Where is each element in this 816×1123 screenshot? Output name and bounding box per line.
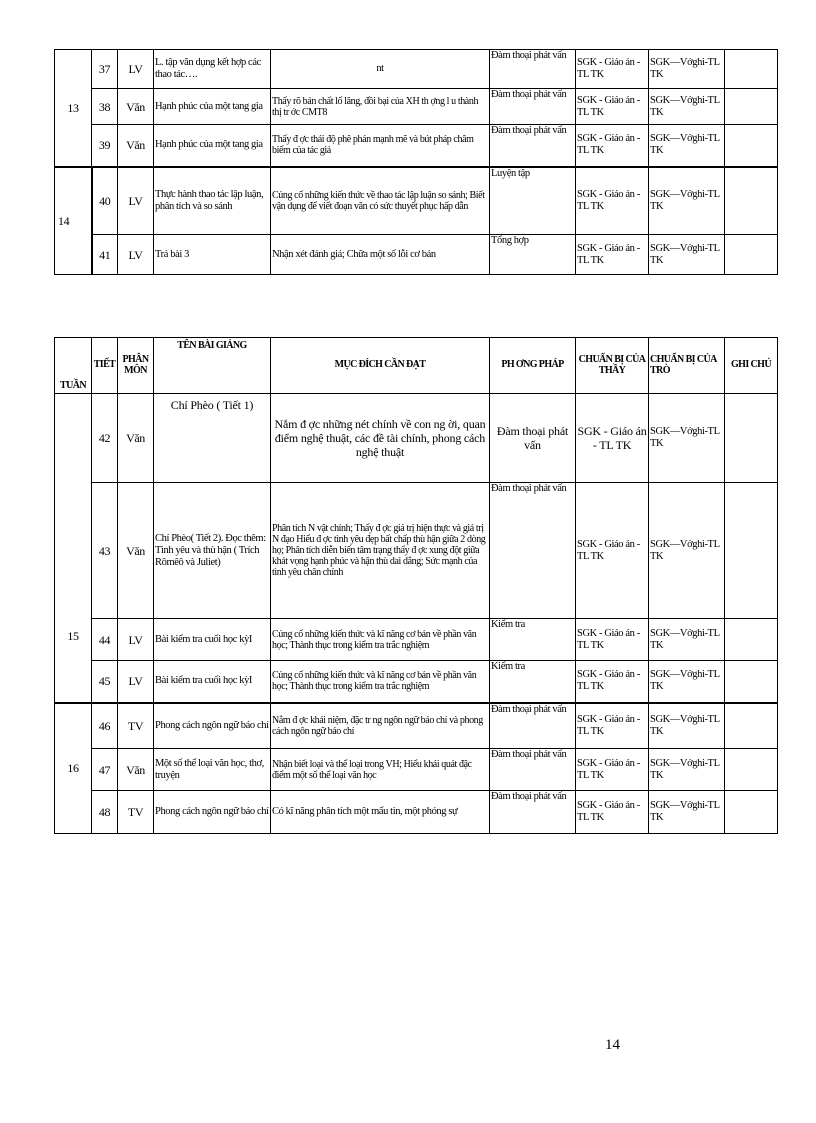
teacher-prep-cell: SGK - Giáo án -TL TK xyxy=(576,791,649,834)
student-prep-cell: SGK—Vởghi-TL TK xyxy=(649,167,725,235)
teacher-prep-cell: SGK - Giáo án -TL TK xyxy=(576,619,649,661)
purpose-cell: nt xyxy=(271,50,490,89)
period-cell: 42 xyxy=(92,394,118,483)
method-cell: Luyện tập xyxy=(490,167,576,235)
subject-cell: Văn xyxy=(118,749,154,791)
purpose-cell: Có kĩ năng phân tích một mẩu tin, một phóng sự xyxy=(271,791,490,834)
lesson-cell: Một số thể loại văn học, thơ, truyện xyxy=(154,749,271,791)
note-cell xyxy=(725,483,778,619)
week-cell: 16 xyxy=(55,703,92,834)
period-cell: 38 xyxy=(92,89,118,125)
student-prep-cell: SGK—Vởghi-TL TK xyxy=(649,791,725,834)
purpose-cell: Củng cố những kiến thức và kĩ năng cơ bản về phần văn học; Thành thục trong kiểm tra trắc nghiệm xyxy=(271,661,490,703)
method-cell: Kiểm tra xyxy=(490,619,576,661)
subject-cell: Văn xyxy=(118,394,154,483)
note-cell xyxy=(725,50,778,89)
period-cell: 48 xyxy=(92,791,118,834)
student-prep-cell: SGK—Vởghi-TL TK xyxy=(649,703,725,749)
method-cell: Đàm thoại phát vấn xyxy=(490,394,576,483)
lesson-cell: Phong cách ngôn ngữ báo chí xyxy=(154,703,271,749)
header-subject: PHÂN MÔN xyxy=(118,338,154,394)
lesson-cell: L. tập văn dụng kết hợp các thao tác…. xyxy=(154,50,271,89)
lesson-cell: Bài kiểm tra cuối học kỳI xyxy=(154,619,271,661)
purpose-cell: Củng cố những kiến thức và kĩ năng cơ bản về phần văn học; Thành thục trong kiểm tra trắc nghiệm xyxy=(271,619,490,661)
teacher-prep-cell: SGK - Giáo án - TL TK xyxy=(576,394,649,483)
purpose-cell: Nhận xét đánh giá; Chữa một số lỗi cơ bản xyxy=(271,235,490,275)
subject-cell: Văn xyxy=(118,89,154,125)
student-prep-cell: SGK—Vởghi-TL TK xyxy=(649,661,725,703)
period-cell: 41 xyxy=(92,235,118,275)
lesson-cell: Bài kiểm tra cuối học kỳI xyxy=(154,661,271,703)
subject-cell: TV xyxy=(118,703,154,749)
lesson-plan-table-continued xyxy=(54,49,778,275)
teacher-prep-cell: SGK - Giáo án -TL TK xyxy=(576,50,649,89)
header-method: PH ƠNG PHÁP xyxy=(490,338,576,394)
teacher-prep-cell: SGK - Giáo án -TL TK xyxy=(576,167,649,235)
student-prep-cell: SGK—Vởghi-TL TK xyxy=(649,619,725,661)
week-cell: 13 xyxy=(55,50,92,167)
teacher-prep-cell: SGK - Giáo án -TL TK xyxy=(576,661,649,703)
purpose-cell: Phân tích N vật chính; Thấy đ ợc giá trị hiện thực và giá trị N đạo Hiểu đ ợc tình yêu đẹp bất chấp thù hận giữa 2 dòng họ; Phân tích diễn biến tâm trạng thấy đ ợc xung đột giữa khát vọng hạnh phúc và hận thù dai dẳng; Sức mạnh của tình yêu chân chính xyxy=(271,483,490,619)
subject-cell: LV xyxy=(118,167,154,235)
period-cell: 46 xyxy=(92,703,118,749)
purpose-cell: Củng cố những kiến thức về thao tác lập luận so sánh; Biết vận dụng để viết đoạn văn có sức thuyết phục hấp dẫn xyxy=(271,167,490,235)
teacher-prep-cell: SGK - Giáo án -TL TK xyxy=(576,749,649,791)
student-prep-cell: SGK—Vởghi-TL TK xyxy=(649,89,725,125)
subject-cell: LV xyxy=(118,619,154,661)
method-cell: Đàm thoại phát vấn xyxy=(490,50,576,89)
period-cell: 45 xyxy=(92,661,118,703)
note-cell xyxy=(725,703,778,749)
purpose-cell: Thấy rõ bản chất lố lăng, đồi bại của XH th ợng l u thành thị tr ớc CMT8 xyxy=(271,89,490,125)
method-cell: Đàm thoại phát vấn xyxy=(490,703,576,749)
note-cell xyxy=(725,394,778,483)
table-header-row xyxy=(55,338,778,394)
lesson-cell: Hạnh phúc của một tang gia xyxy=(154,125,271,167)
method-cell: Đàm thoại phát vấn xyxy=(490,749,576,791)
lesson-plan-table xyxy=(54,337,778,834)
method-cell: Đàm thoại phát vấn xyxy=(490,125,576,167)
header-week: TUẦN xyxy=(55,338,92,394)
period-cell: 43 xyxy=(92,483,118,619)
method-cell: Đàm thoại phát vấn xyxy=(490,483,576,619)
student-prep-cell: SGK—Vởghi-TL TK xyxy=(649,483,725,619)
lesson-cell: Hạnh phúc của một tang gia xyxy=(154,89,271,125)
method-cell: Đàm thoại phát vấn xyxy=(490,791,576,834)
note-cell xyxy=(725,89,778,125)
period-cell: 44 xyxy=(92,619,118,661)
purpose-cell: Nắm đ ợc những nét chính về con ng ời, quan điểm nghệ thuật, các đề tài chính, phong cách nghệ thuật xyxy=(271,394,490,483)
method-cell: Đàm thoại phát vấn xyxy=(490,89,576,125)
subject-cell: Văn xyxy=(118,125,154,167)
header-lesson: TÊN BÀI GIẢNG xyxy=(154,338,271,394)
header-teacher-prep: CHUẨN BỊ CỦA THẦY xyxy=(576,338,649,394)
teacher-prep-cell: SGK - Giáo án -TL TK xyxy=(576,703,649,749)
week-cell: 14 xyxy=(55,167,92,275)
period-cell: 40 xyxy=(92,167,118,235)
lesson-cell: Trả bài 3 xyxy=(154,235,271,275)
note-cell xyxy=(725,661,778,703)
subject-cell: LV xyxy=(118,661,154,703)
header-period: TIẾT xyxy=(92,338,118,394)
lesson-cell: Thực hành thao tác lập luận, phân tích và so sánh xyxy=(154,167,271,235)
teacher-prep-cell: SGK - Giáo án -TL TK xyxy=(576,125,649,167)
student-prep-cell: SGK—Vởghi-TL TK xyxy=(649,125,725,167)
method-cell: Kiểm tra xyxy=(490,661,576,703)
period-cell: 39 xyxy=(92,125,118,167)
period-cell: 47 xyxy=(92,749,118,791)
purpose-cell: Nhận biết loại và thể loại trong VH; Hiểu khái quát đặc điểm một số thể loại văn học xyxy=(271,749,490,791)
student-prep-cell: SGK—Vởghi-TL TK xyxy=(649,50,725,89)
purpose-cell: Thấy đ ợc thái độ phê phán mạnh mẽ và bút pháp châm biếm của tác giả xyxy=(271,125,490,167)
teacher-prep-cell: SGK - Giáo án -TL TK xyxy=(576,89,649,125)
lesson-cell: Chí Phèo( Tiết 2). Đọc thêm: Tình yêu và thù hận ( Trích Rômêô và Juliet) xyxy=(154,483,271,619)
note-cell xyxy=(725,235,778,275)
week-cell: 15 xyxy=(55,394,92,703)
lesson-cell: Chí Phèo ( Tiết 1) xyxy=(154,394,271,483)
note-cell xyxy=(725,749,778,791)
student-prep-cell: SGK—Vởghi-TL TK xyxy=(649,235,725,275)
header-purpose: MỤC ĐÍCH CẦN ĐẠT xyxy=(271,338,490,394)
teacher-prep-cell: SGK - Giáo án -TL TK xyxy=(576,235,649,275)
lesson-cell: Phong cách ngôn ngữ báo chí xyxy=(154,791,271,834)
teacher-prep-cell: SGK - Giáo án -TL TK xyxy=(576,483,649,619)
note-cell xyxy=(725,125,778,167)
page-number: 14 xyxy=(605,1037,620,1053)
student-prep-cell: SGK—Vởghi-TL TK xyxy=(649,749,725,791)
purpose-cell: Nắm đ ợc khái niệm, đặc tr ng ngôn ngữ báo chí và phong cách ngôn ngữ báo chí xyxy=(271,703,490,749)
method-cell: Tổng hợp xyxy=(490,235,576,275)
note-cell xyxy=(725,167,778,235)
subject-cell: TV xyxy=(118,791,154,834)
subject-cell: LV xyxy=(118,50,154,89)
header-note: GHI CHÚ xyxy=(725,338,778,394)
header-student-prep: CHUẨN BỊ CỦA TRÒ xyxy=(649,338,725,394)
note-cell xyxy=(725,791,778,834)
student-prep-cell: SGK—Vởghi-TL TK xyxy=(649,394,725,483)
subject-cell: LV xyxy=(118,235,154,275)
note-cell xyxy=(725,619,778,661)
subject-cell: Văn xyxy=(118,483,154,619)
period-cell: 37 xyxy=(92,50,118,89)
